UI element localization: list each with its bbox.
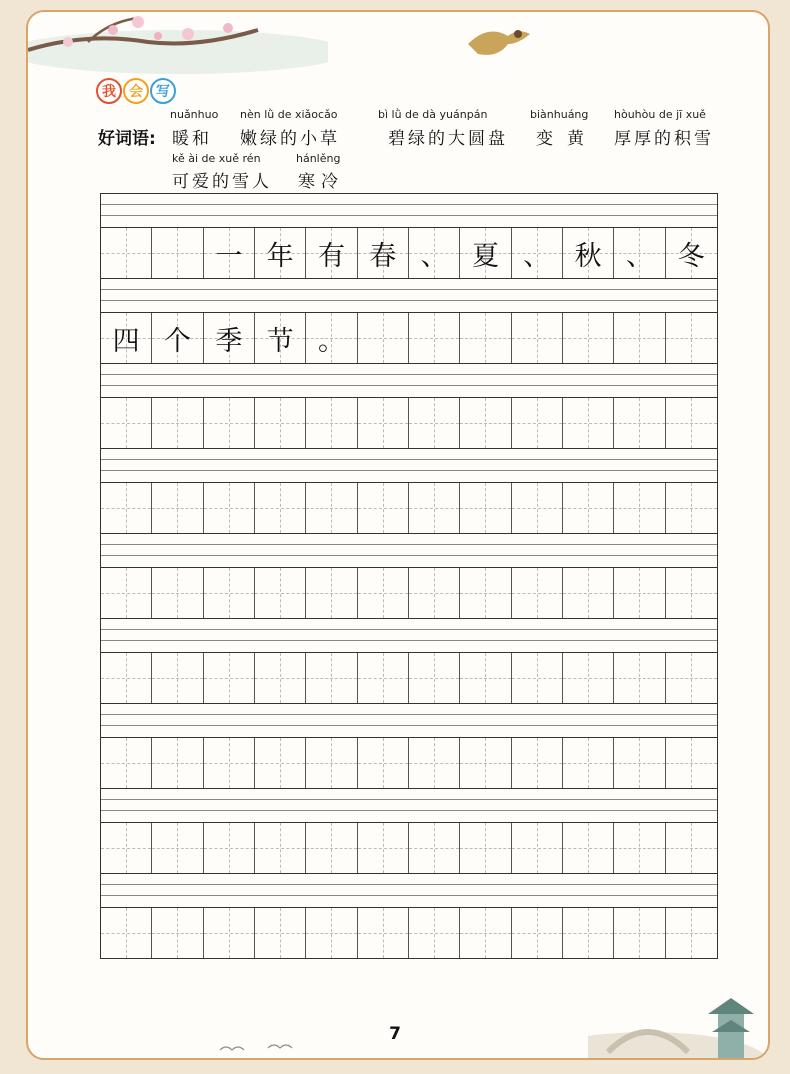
tianzige-cell[interactable] bbox=[666, 908, 717, 958]
pinyin-lines[interactable] bbox=[100, 193, 718, 227]
grid-row-band bbox=[100, 788, 718, 873]
tianzige-cell[interactable] bbox=[614, 398, 665, 448]
tianzige-cell[interactable] bbox=[204, 398, 255, 448]
tianzige-cell[interactable] bbox=[409, 908, 460, 958]
tianzige-cell[interactable] bbox=[101, 228, 152, 278]
tianzige-cell[interactable] bbox=[152, 398, 203, 448]
character-row bbox=[100, 397, 718, 448]
tianzige-cell[interactable] bbox=[152, 823, 203, 873]
cell-character: 个 bbox=[163, 325, 191, 357]
vocab-pinyin: nèn lǜ de xiǎocǎo bbox=[240, 108, 338, 121]
vocab-pinyin: bì lǜ de dà yuánpán bbox=[378, 108, 488, 121]
tianzige-cell[interactable] bbox=[614, 313, 665, 363]
tianzige-cell[interactable] bbox=[409, 653, 460, 703]
vocab-pinyin: hòuhòu de jī xuě bbox=[614, 108, 706, 121]
tianzige-cell[interactable] bbox=[409, 738, 460, 788]
tianzige-cell[interactable] bbox=[306, 398, 357, 448]
tianzige-cell[interactable] bbox=[204, 653, 255, 703]
tianzige-cell[interactable] bbox=[152, 313, 203, 363]
cell-character: 四 bbox=[112, 325, 140, 357]
tianzige-cell[interactable] bbox=[460, 653, 511, 703]
tianzige-cell[interactable] bbox=[512, 653, 563, 703]
character-row bbox=[100, 227, 718, 278]
tianzige-cell[interactable] bbox=[614, 483, 665, 533]
bird-illustration bbox=[458, 14, 538, 74]
tianzige-cell[interactable] bbox=[101, 568, 152, 618]
pinyin-lines[interactable] bbox=[100, 363, 718, 397]
vocab-word: 变黄 bbox=[536, 129, 598, 149]
tianzige-cell[interactable] bbox=[666, 568, 717, 618]
tianzige-cell[interactable] bbox=[460, 908, 511, 958]
grid-row-band bbox=[100, 703, 718, 788]
character-row bbox=[100, 652, 718, 703]
character-row bbox=[100, 482, 718, 533]
tianzige-cell[interactable] bbox=[563, 313, 614, 363]
tianzige-cell[interactable] bbox=[204, 313, 255, 363]
tianzige-cell[interactable] bbox=[306, 568, 357, 618]
cell-character: 夏 bbox=[471, 240, 499, 272]
tianzige-cell[interactable] bbox=[204, 738, 255, 788]
tianzige-cell[interactable] bbox=[614, 738, 665, 788]
tianzige-cell[interactable] bbox=[409, 483, 460, 533]
tianzige-cell[interactable] bbox=[358, 908, 409, 958]
character-row bbox=[100, 822, 718, 873]
tianzige-cell[interactable] bbox=[306, 823, 357, 873]
tianzige-cell[interactable] bbox=[512, 738, 563, 788]
tianzige-cell[interactable] bbox=[255, 823, 306, 873]
tianzige-cell[interactable] bbox=[152, 908, 203, 958]
tianzige-cell[interactable] bbox=[460, 738, 511, 788]
pinyin-lines[interactable] bbox=[100, 448, 718, 482]
tianzige-cell[interactable] bbox=[409, 228, 460, 278]
tianzige-cell[interactable] bbox=[666, 398, 717, 448]
tianzige-cell[interactable] bbox=[358, 398, 409, 448]
plum-blossom-illustration bbox=[28, 12, 328, 82]
tianzige-cell[interactable] bbox=[563, 823, 614, 873]
tianzige-cell[interactable] bbox=[255, 483, 306, 533]
cell-character: 年 bbox=[266, 240, 294, 272]
cell-character: 季 bbox=[215, 325, 243, 357]
tianzige-cell[interactable] bbox=[306, 483, 357, 533]
tianzige-cell[interactable] bbox=[255, 228, 306, 278]
tianzige-cell[interactable] bbox=[666, 313, 717, 363]
cell-character: 冬 bbox=[677, 240, 705, 272]
section-title-badge bbox=[96, 78, 176, 104]
writing-grid bbox=[100, 193, 718, 959]
tianzige-cell[interactable] bbox=[101, 823, 152, 873]
cell-character: 。 bbox=[317, 325, 345, 357]
grid-row-band bbox=[100, 618, 718, 703]
tianzige-cell[interactable] bbox=[460, 823, 511, 873]
tianzige-cell[interactable] bbox=[512, 483, 563, 533]
tianzige-cell[interactable] bbox=[255, 313, 306, 363]
tianzige-cell[interactable] bbox=[255, 908, 306, 958]
tianzige-cell[interactable] bbox=[358, 228, 409, 278]
tianzige-cell[interactable] bbox=[152, 483, 203, 533]
vocab-pinyin: biànhuáng bbox=[530, 108, 589, 121]
tianzige-cell[interactable] bbox=[306, 313, 357, 363]
tianzige-cell[interactable] bbox=[460, 313, 511, 363]
grid-row-band bbox=[100, 278, 718, 363]
tianzige-cell[interactable] bbox=[563, 653, 614, 703]
tianzige-cell[interactable] bbox=[358, 738, 409, 788]
tianzige-cell[interactable] bbox=[204, 823, 255, 873]
tianzige-cell[interactable] bbox=[563, 568, 614, 618]
tianzige-cell[interactable] bbox=[512, 908, 563, 958]
tianzige-cell[interactable] bbox=[152, 653, 203, 703]
tianzige-cell[interactable] bbox=[255, 398, 306, 448]
cell-character: 秋 bbox=[574, 240, 602, 272]
tianzige-cell[interactable] bbox=[614, 653, 665, 703]
cell-character: 春 bbox=[369, 240, 397, 272]
tianzige-cell[interactable] bbox=[614, 568, 665, 618]
tianzige-cell[interactable] bbox=[512, 398, 563, 448]
tianzige-cell[interactable] bbox=[101, 738, 152, 788]
vocab-pinyin: hánlěng bbox=[296, 152, 341, 165]
tianzige-cell[interactable] bbox=[666, 653, 717, 703]
tianzige-cell[interactable] bbox=[512, 313, 563, 363]
cell-character: 、 bbox=[420, 240, 448, 272]
grid-row-band bbox=[100, 873, 718, 958]
pinyin-lines[interactable] bbox=[100, 873, 718, 907]
tianzige-cell[interactable] bbox=[101, 398, 152, 448]
tianzige-cell[interactable] bbox=[512, 823, 563, 873]
vocab-word: 暖和 bbox=[172, 129, 212, 149]
pinyin-lines[interactable] bbox=[100, 788, 718, 822]
tianzige-cell[interactable] bbox=[563, 398, 614, 448]
cell-character: 有 bbox=[317, 240, 345, 272]
pinyin-lines[interactable] bbox=[100, 278, 718, 312]
tianzige-cell[interactable] bbox=[152, 738, 203, 788]
section-title-char: 会 bbox=[123, 78, 149, 104]
vocab-pinyin: nuǎnhuo bbox=[170, 108, 219, 121]
tianzige-cell[interactable] bbox=[255, 738, 306, 788]
tianzige-cell[interactable] bbox=[204, 568, 255, 618]
tianzige-cell[interactable] bbox=[152, 228, 203, 278]
tianzige-cell[interactable] bbox=[152, 568, 203, 618]
tianzige-cell[interactable] bbox=[409, 568, 460, 618]
vocab-word: 碧绿的大圆盘 bbox=[388, 129, 508, 149]
tianzige-cell[interactable] bbox=[358, 568, 409, 618]
tianzige-cell[interactable] bbox=[512, 568, 563, 618]
vocab-pinyin: kě ài de xuě rén bbox=[172, 152, 261, 165]
tianzige-cell[interactable] bbox=[306, 653, 357, 703]
tianzige-cell[interactable] bbox=[358, 313, 409, 363]
tianzige-cell[interactable] bbox=[101, 313, 152, 363]
tianzige-cell[interactable] bbox=[666, 823, 717, 873]
tianzige-cell[interactable] bbox=[306, 908, 357, 958]
tianzige-cell[interactable] bbox=[614, 823, 665, 873]
character-row bbox=[100, 312, 718, 363]
vocab-word: 寒冷 bbox=[298, 172, 344, 192]
vocab-word: 可爱的雪人 bbox=[172, 172, 272, 192]
vocab-word: 嫩绿的小草 bbox=[240, 129, 340, 149]
tianzige-cell[interactable] bbox=[460, 483, 511, 533]
tianzige-cell[interactable] bbox=[614, 908, 665, 958]
page-number: 7 bbox=[389, 1024, 401, 1044]
tianzige-cell[interactable] bbox=[563, 483, 614, 533]
tianzige-cell[interactable] bbox=[101, 483, 152, 533]
tianzige-cell[interactable] bbox=[306, 228, 357, 278]
tianzige-cell[interactable] bbox=[563, 738, 614, 788]
character-row bbox=[100, 907, 718, 958]
tianzige-cell[interactable] bbox=[358, 823, 409, 873]
tianzige-cell[interactable] bbox=[666, 483, 717, 533]
tianzige-cell[interactable] bbox=[409, 823, 460, 873]
tianzige-cell[interactable] bbox=[358, 483, 409, 533]
tianzige-cell[interactable] bbox=[512, 228, 563, 278]
vocab-label: 好词语: bbox=[98, 129, 156, 149]
tianzige-cell[interactable] bbox=[460, 228, 511, 278]
tianzige-cell[interactable] bbox=[101, 653, 152, 703]
cell-character: 、 bbox=[523, 240, 551, 272]
section-title-char: 我 bbox=[96, 78, 122, 104]
tianzige-cell[interactable] bbox=[255, 568, 306, 618]
cell-character: 一 bbox=[215, 240, 243, 272]
tianzige-cell[interactable] bbox=[204, 483, 255, 533]
tianzige-cell[interactable] bbox=[460, 568, 511, 618]
character-row bbox=[100, 567, 718, 618]
cell-character: 、 bbox=[625, 240, 653, 272]
grid-row-band bbox=[100, 533, 718, 618]
tianzige-cell[interactable] bbox=[358, 653, 409, 703]
tianzige-cell[interactable] bbox=[614, 228, 665, 278]
grid-row-band bbox=[100, 363, 718, 448]
cell-character: 节 bbox=[266, 325, 294, 357]
pagoda-illustration bbox=[588, 972, 768, 1058]
tianzige-cell[interactable] bbox=[306, 738, 357, 788]
grid-row-band bbox=[100, 193, 718, 278]
tianzige-cell[interactable] bbox=[204, 908, 255, 958]
grid-row-band bbox=[100, 448, 718, 533]
section-title-char: 写 bbox=[150, 78, 176, 104]
tianzige-cell[interactable] bbox=[666, 738, 717, 788]
tianzige-cell[interactable] bbox=[563, 908, 614, 958]
vocab-word: 厚厚的积雪 bbox=[614, 129, 714, 149]
tianzige-cell[interactable] bbox=[460, 398, 511, 448]
tianzige-cell[interactable] bbox=[666, 228, 717, 278]
tianzige-cell[interactable] bbox=[409, 398, 460, 448]
pinyin-lines[interactable] bbox=[100, 533, 718, 567]
grid-bottom-border bbox=[100, 958, 718, 959]
tianzige-cell[interactable] bbox=[204, 228, 255, 278]
pinyin-lines[interactable] bbox=[100, 703, 718, 737]
tianzige-cell[interactable] bbox=[563, 228, 614, 278]
character-row bbox=[100, 737, 718, 788]
tianzige-cell[interactable] bbox=[255, 653, 306, 703]
tianzige-cell[interactable] bbox=[409, 313, 460, 363]
pinyin-lines[interactable] bbox=[100, 618, 718, 652]
tianzige-cell[interactable] bbox=[101, 908, 152, 958]
